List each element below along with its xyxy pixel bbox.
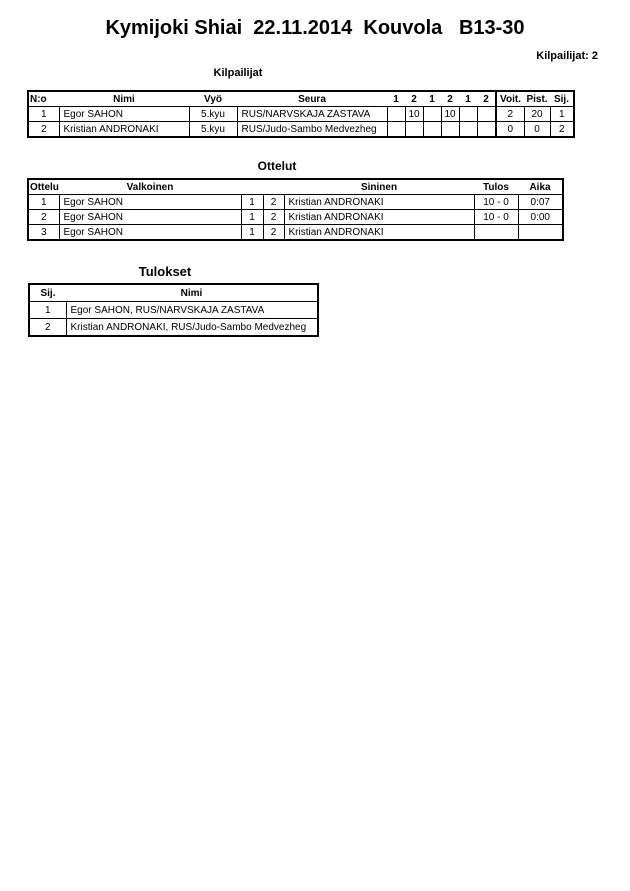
- cell-tulos: [474, 225, 518, 241]
- cell-match3: [423, 107, 441, 122]
- section-title-tulokset: Tulokset: [138, 264, 192, 279]
- cell-aika: 0:07: [518, 195, 563, 210]
- col-header-aika: Aika: [518, 179, 563, 195]
- table-header-row: [29, 284, 318, 302]
- col-header-nimi: Nimi: [66, 284, 318, 302]
- col-header-nimi: Nimi: [59, 91, 189, 107]
- cell-vyo: 5.kyu: [189, 107, 237, 122]
- cell-sij: 1: [550, 107, 574, 122]
- col-header-match4: 2: [441, 91, 459, 107]
- col-header-seura: Seura: [237, 91, 387, 107]
- col-header-sij: Sij.: [29, 284, 66, 302]
- cell-no: 1: [28, 107, 59, 122]
- col-header-match3: 1: [423, 91, 441, 107]
- cell-vyo: 5.kyu: [189, 122, 237, 138]
- cell-match5: [459, 122, 477, 138]
- cell-pist: 0: [524, 122, 550, 138]
- table-header-row: [28, 91, 574, 107]
- table-row: [28, 225, 563, 241]
- cell-aika: [518, 225, 563, 241]
- cell-ottelu: 2: [28, 210, 59, 225]
- col-header-blue-no: [263, 179, 284, 195]
- table-row: [28, 195, 563, 210]
- col-header-match2: 2: [405, 91, 423, 107]
- cell-valkoinen: Egor SAHON: [59, 210, 241, 225]
- cell-match4: 10: [441, 107, 459, 122]
- col-header-ottelu: Ottelu: [28, 179, 59, 195]
- results-table: [28, 283, 319, 337]
- cell-no: 2: [28, 122, 59, 138]
- cell-voit: 2: [496, 107, 524, 122]
- cell-match2: 10: [405, 107, 423, 122]
- col-header-vyo: Vyö: [189, 91, 237, 107]
- cell-match4: [441, 122, 459, 138]
- cell-sij: 2: [29, 319, 66, 337]
- col-header-match6: 2: [477, 91, 496, 107]
- cell-match6: [477, 107, 496, 122]
- cell-sij: 1: [29, 302, 66, 319]
- cell-valkoinen: Egor SAHON: [59, 225, 241, 241]
- cell-tulos: 10 - 0: [474, 195, 518, 210]
- col-header-pist: Pist.: [524, 91, 550, 107]
- competitors-count-label: Kilpailijat: 2: [536, 50, 598, 62]
- section-title-kilpailijat: Kilpailijat: [213, 67, 263, 79]
- cell-match1: [387, 122, 405, 138]
- cell-match3: [423, 122, 441, 138]
- cell-aika: 0:00: [518, 210, 563, 225]
- cell-white-no: 1: [241, 210, 263, 225]
- cell-pist: 20: [524, 107, 550, 122]
- cell-white-no: 1: [241, 225, 263, 241]
- cell-voit: 0: [496, 122, 524, 138]
- matches-table: [27, 178, 564, 241]
- cell-blue-no: 2: [263, 210, 284, 225]
- cell-white-no: 1: [241, 195, 263, 210]
- col-header-sininen: Sininen: [284, 179, 474, 195]
- table-row: [28, 107, 574, 122]
- cell-blue-no: 2: [263, 195, 284, 210]
- competitors-table: [27, 90, 575, 138]
- cell-match2: [405, 122, 423, 138]
- cell-tulos: 10 - 0: [474, 210, 518, 225]
- col-header-no: N:o: [28, 91, 59, 107]
- cell-nimi: Egor SAHON: [59, 107, 189, 122]
- col-header-voit: Voit.: [496, 91, 524, 107]
- col-header-sij: Sij.: [550, 91, 574, 107]
- cell-valkoinen: Egor SAHON: [59, 195, 241, 210]
- cell-sij: 2: [550, 122, 574, 138]
- table-row: [28, 210, 563, 225]
- col-header-white-no: [241, 179, 263, 195]
- cell-sininen: Kristian ANDRONAKI: [284, 195, 474, 210]
- cell-match6: [477, 122, 496, 138]
- col-header-valkoinen: Valkoinen: [59, 179, 241, 195]
- cell-seura: RUS/Judo-Sambo Medvezheg: [237, 122, 387, 138]
- cell-sininen: Kristian ANDRONAKI: [284, 225, 474, 241]
- cell-match1: [387, 107, 405, 122]
- cell-nimi: Kristian ANDRONAKI, RUS/Judo-Sambo Medvezheg: [66, 319, 318, 337]
- table-row: [29, 302, 318, 319]
- col-header-match1: 1: [387, 91, 405, 107]
- page-title: Kymijoki Shiai 22.11.2014 Kouvola B13-30: [105, 17, 525, 39]
- cell-nimi: Egor SAHON, RUS/NARVSKAJA ZASTAVA: [66, 302, 318, 319]
- table-header-row: [28, 179, 563, 195]
- col-header-tulos: Tulos: [474, 179, 518, 195]
- cell-ottelu: 3: [28, 225, 59, 241]
- table-row: [28, 122, 574, 138]
- cell-ottelu: 1: [28, 195, 59, 210]
- cell-sininen: Kristian ANDRONAKI: [284, 210, 474, 225]
- cell-blue-no: 2: [263, 225, 284, 241]
- cell-nimi: Kristian ANDRONAKI: [59, 122, 189, 138]
- cell-seura: RUS/NARVSKAJA ZASTAVA: [237, 107, 387, 122]
- table-row: [29, 319, 318, 337]
- section-title-ottelut: Ottelut: [257, 159, 297, 173]
- cell-match5: [459, 107, 477, 122]
- col-header-match5: 1: [459, 91, 477, 107]
